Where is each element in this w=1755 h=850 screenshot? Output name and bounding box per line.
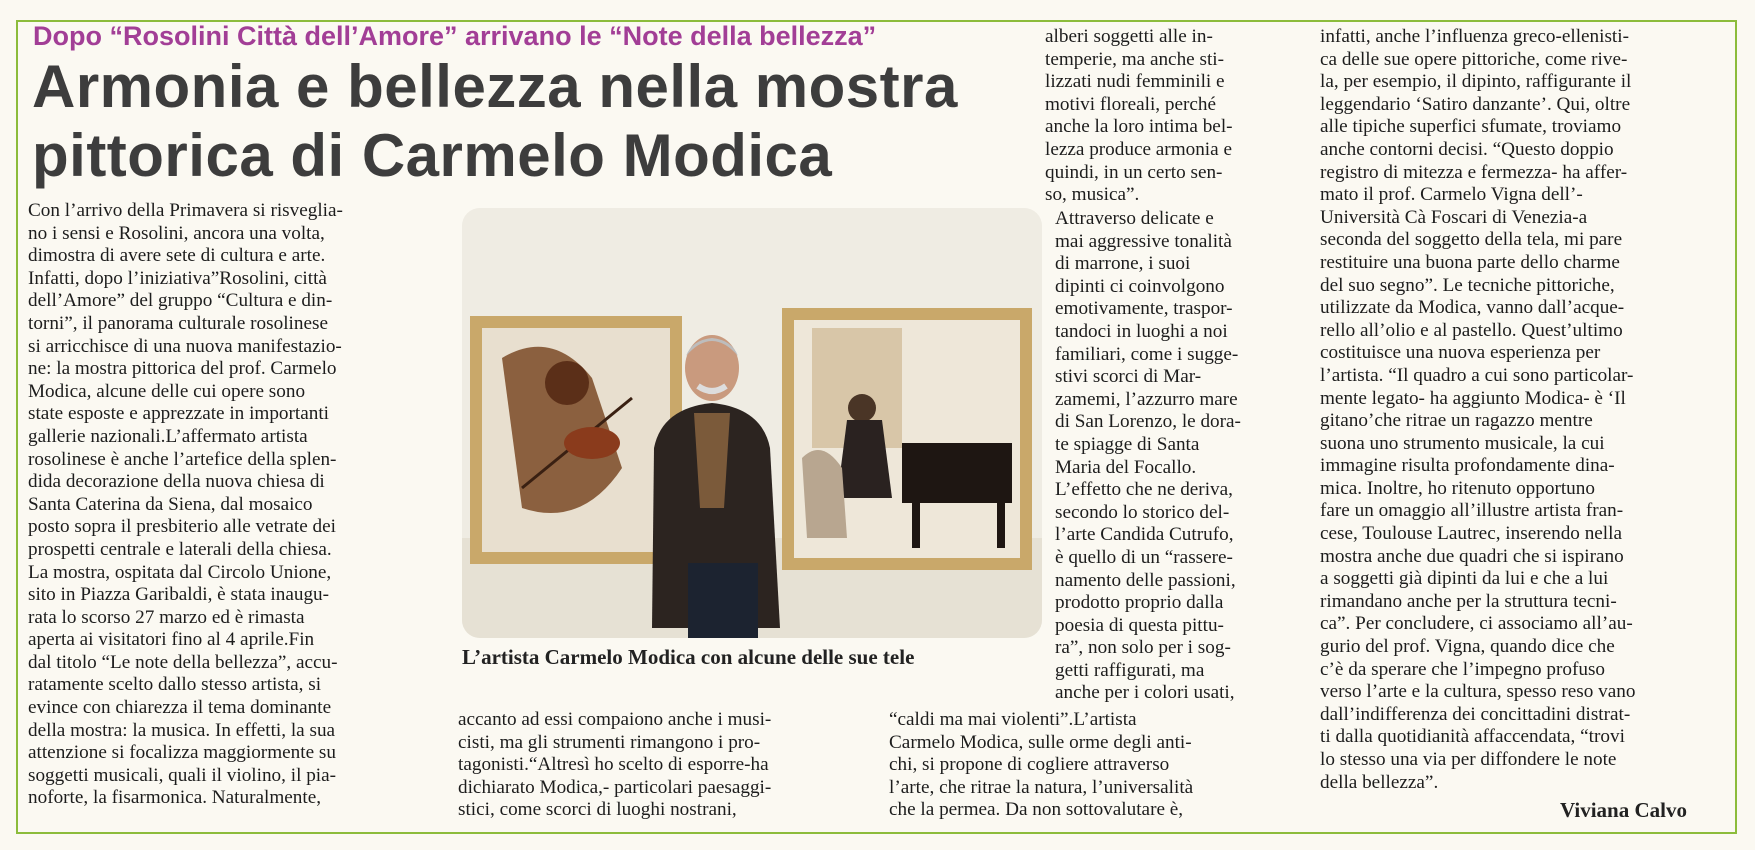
text-line: gitano’che ritrae un ragazzo mentre xyxy=(1320,410,1593,432)
text-line: torni”, il panorama culturale rosolinese xyxy=(28,312,328,334)
text-line: Università Cà Foscari di Venezia-a xyxy=(1320,206,1588,228)
text-line: mica. Inoltre, ho ritenuto opportuno xyxy=(1320,477,1595,499)
text-line: stici, come scorci di luoghi nostrani, xyxy=(458,799,737,821)
text-line: ti dalla quotidianità affaccendata, “trovi xyxy=(1320,726,1625,748)
text-line: dall’indifferenza dei concittadini distrat- xyxy=(1320,703,1631,725)
text-line: lo stesso una via per diffondere le note xyxy=(1320,749,1617,770)
text-line: poesia di questa pittu- xyxy=(1055,614,1224,636)
text-line: si arricchisce di una nuova manifestazio- xyxy=(28,335,342,357)
text-line: anche per i colori usati, xyxy=(1055,682,1235,704)
text-line: l’arte, che ritrae la natura, l’universalità xyxy=(889,776,1194,798)
text-line: familiari, come i sugge- xyxy=(1055,343,1239,365)
text-line: registro di mitezza e fermezza- ha affer- xyxy=(1320,161,1628,183)
text-line: dichiarato Modica,- particolari paesaggi- xyxy=(458,776,772,798)
painting-violinist xyxy=(470,316,682,564)
text-line: verso l’arte e la cultura, spesso reso vano xyxy=(1320,681,1636,703)
text-line: Carmelo Modica, sulle orme degli anti- xyxy=(889,731,1192,753)
text-column-2b xyxy=(889,709,1299,822)
text-line: rosolinese è anche l’artefice della splen- xyxy=(28,448,337,470)
text-line: namento delle passioni, xyxy=(1055,569,1236,591)
text-line: ratamente scelto dallo stesso artista, si xyxy=(28,674,322,696)
text-line: rata lo scorso 27 marzo ed è rimasta xyxy=(28,606,305,628)
text-line: evince con chiarezza il tema dominante xyxy=(28,697,332,719)
text-line: emotivamente, traspor- xyxy=(1055,298,1233,320)
author-byline: Viviana Calvo xyxy=(1560,798,1687,822)
text-line: no i sensi e Rosolini, ancora una volta, xyxy=(28,222,325,244)
text-line: dipinti ci coinvolgono xyxy=(1055,275,1225,297)
text-line: motivi floreali, perché xyxy=(1045,93,1217,115)
text-line: immagine risulta profondamente dina- xyxy=(1320,455,1615,477)
text-line: ca delle sue opere pittoriche, come rive- xyxy=(1320,48,1628,70)
text-line: di marrone, i suoi xyxy=(1055,253,1191,275)
text-line: secondo lo storico del- xyxy=(1055,501,1230,523)
article-photo xyxy=(462,208,1042,638)
text-line: aperta ai visitatori fino al 4 aprile.Fin xyxy=(28,629,315,651)
text-line: mai aggressive tonalità xyxy=(1055,230,1232,252)
text-column-2a xyxy=(458,709,868,822)
text-line: alle tipiche superfici sfumate, troviamo xyxy=(1320,116,1622,138)
text-line: gurio del prof. Vigna, quando dice che xyxy=(1320,636,1615,658)
text-line: l’artista. “Il quadro a cui sono particolar- xyxy=(1320,364,1634,386)
text-line: “caldi ma mai violenti”.L’artista xyxy=(889,709,1137,730)
text-line: dida decorazione della nuova chiesa di xyxy=(28,471,325,493)
text-line: cese, Toulouse Lautrec, inserendo nella xyxy=(1320,523,1622,545)
text-line: Modica, alcune delle cui opere sono xyxy=(28,380,306,402)
text-line: rimandano anche per la struttura tecni- xyxy=(1320,590,1617,612)
text-line: getti raffigurati, ma xyxy=(1055,659,1205,681)
text-line: L’effetto che ne deriva, xyxy=(1055,479,1233,501)
text-line: leggendario ‘Satiro danzante’. Qui, oltre xyxy=(1320,93,1631,115)
text-line: accanto ad essi compaiono anche i musi- xyxy=(458,709,772,730)
text-line: mostra anche due quadri che si ispirano xyxy=(1320,545,1624,567)
text-line: suona uno strumento musicale, la cui xyxy=(1320,432,1605,454)
text-line: del suo segno”. Le tecniche pittoriche, xyxy=(1320,274,1615,296)
text-line: Santa Caterina da Siena, dal mosaico xyxy=(28,493,313,515)
text-line: tandoci in luoghi a noi xyxy=(1055,320,1228,342)
text-line: Attraverso delicate e xyxy=(1055,208,1214,229)
text-line: infatti, anche l’influenza greco-ellenisti- xyxy=(1320,26,1629,47)
text-line: state esposte e apprezzate in importanti xyxy=(28,403,330,425)
painting-piano-scene xyxy=(782,308,1032,570)
text-line: della bellezza”. xyxy=(1320,771,1439,793)
text-line: seconda del soggetto della tela, mi pare xyxy=(1320,229,1623,251)
text-line: c’è da sperare che l’impegno profuso xyxy=(1320,658,1606,680)
text-line: mente legato- ha aggiunto Modica- è ‘Il xyxy=(1320,387,1626,409)
text-column-1 xyxy=(28,200,440,810)
text-line: lezza produce armonia e xyxy=(1045,138,1232,160)
text-line: è quello di un “rassere- xyxy=(1055,546,1233,568)
text-line: stivi scorci di Mar- xyxy=(1055,366,1202,388)
text-line: attenzione si focalizza maggiormente su xyxy=(28,742,336,764)
text-line: anche la loro intima bel- xyxy=(1045,116,1233,138)
text-line: quindi, in un certo sen- xyxy=(1045,161,1223,183)
text-line: Con l’arrivo della Primavera si risveglia- xyxy=(28,200,343,221)
text-line: ca”. Per concludere, ci associamo all’au- xyxy=(1320,613,1633,635)
text-line: prospetti centrale e laterali della chiesa. xyxy=(28,538,332,560)
text-line: posto sopra il presbiterio alle vetrate dei xyxy=(28,516,336,538)
text-line: dimostra di avere sete di cultura e arte. xyxy=(28,245,326,267)
text-line: la, per esempio, il dipinto, raffigurante il xyxy=(1320,71,1632,93)
text-line: te spiagge di Santa xyxy=(1055,433,1200,455)
text-line: ra”, non solo per i sog- xyxy=(1055,637,1231,659)
text-line: Maria del Focallo. xyxy=(1055,456,1197,478)
headline-line: Armonia e bellezza nella mostra xyxy=(32,53,958,120)
text-line: alberi soggetti alle in- xyxy=(1045,26,1213,47)
photo-caption: L’artista Carmelo Modica con alcune delle sue tele xyxy=(462,645,915,669)
text-column-3 xyxy=(1045,26,1305,207)
text-line: anche contorni decisi. “Questo doppio xyxy=(1320,138,1614,160)
text-line: so, musica”. xyxy=(1045,184,1140,206)
text-column-4 xyxy=(1320,26,1728,794)
text-line: zamemi, l’azzurro mare xyxy=(1055,388,1238,410)
text-line: rello all’olio e al pastello. Quest’ultimo xyxy=(1320,319,1623,341)
text-line: costituisce una nuova esperienza per xyxy=(1320,342,1601,364)
text-line: della mostra: la musica. In effetti, la sua xyxy=(28,719,336,741)
text-column-3b xyxy=(1055,208,1305,705)
article-kicker: Dopo “Rosolini Città dell’Amore” arrivano le “Note della bellezza” xyxy=(33,21,877,51)
text-line: noforte, la fisarmonica. Naturalmente, xyxy=(28,787,322,809)
text-line: prodotto proprio dalla xyxy=(1055,592,1224,614)
headline-line: pittorica di Carmelo Modica xyxy=(32,122,833,189)
text-line: tagonisti.“Altresì ho scelto di esporre-ha xyxy=(458,754,769,776)
text-line: utilizzate da Modica, vanno dall’acque- xyxy=(1320,297,1625,319)
text-line: che la permea. Da non sottovalutare è, xyxy=(889,799,1184,821)
text-line: gallerie nazionali.L’affermato artista xyxy=(28,425,308,447)
text-line: mato il prof. Carmelo Vigna dell’- xyxy=(1320,184,1583,206)
text-line: di San Lorenzo, le dora- xyxy=(1055,411,1241,433)
text-line: temperie, ma anche sti- xyxy=(1045,48,1225,70)
text-line: a soggetti già dipinti da lui e che a lui xyxy=(1320,568,1609,590)
text-line: lizzati nudi femminili e xyxy=(1045,71,1225,93)
text-line: Infatti, dopo l’iniziativa”Rosolini, città xyxy=(28,267,327,289)
text-line: restituire una buona parte dello charme xyxy=(1320,251,1620,273)
text-line: fare un omaggio all’illustre artista fran- xyxy=(1320,500,1624,522)
text-line: l’arte Candida Cutrufo, xyxy=(1055,524,1234,546)
text-line: soggetti musicali, quali il violino, il pia- xyxy=(28,764,337,786)
text-line: dell’Amore” del gruppo “Cultura e din- xyxy=(28,290,333,312)
text-line: ne: la mostra pittorica del prof. Carmelo xyxy=(28,358,337,380)
article-headline xyxy=(32,52,1042,190)
text-line: cisti, ma gli strumenti rimangono i pro- xyxy=(458,731,761,753)
text-line: chi, si propone di cogliere attraverso xyxy=(889,754,1170,776)
text-line: sito in Piazza Garibaldi, è stata inaugu- xyxy=(28,584,330,606)
text-line: La mostra, ospitata dal Circolo Unione, xyxy=(28,561,332,583)
text-line: dal titolo “Le note della bellezza”, accu- xyxy=(28,651,338,673)
